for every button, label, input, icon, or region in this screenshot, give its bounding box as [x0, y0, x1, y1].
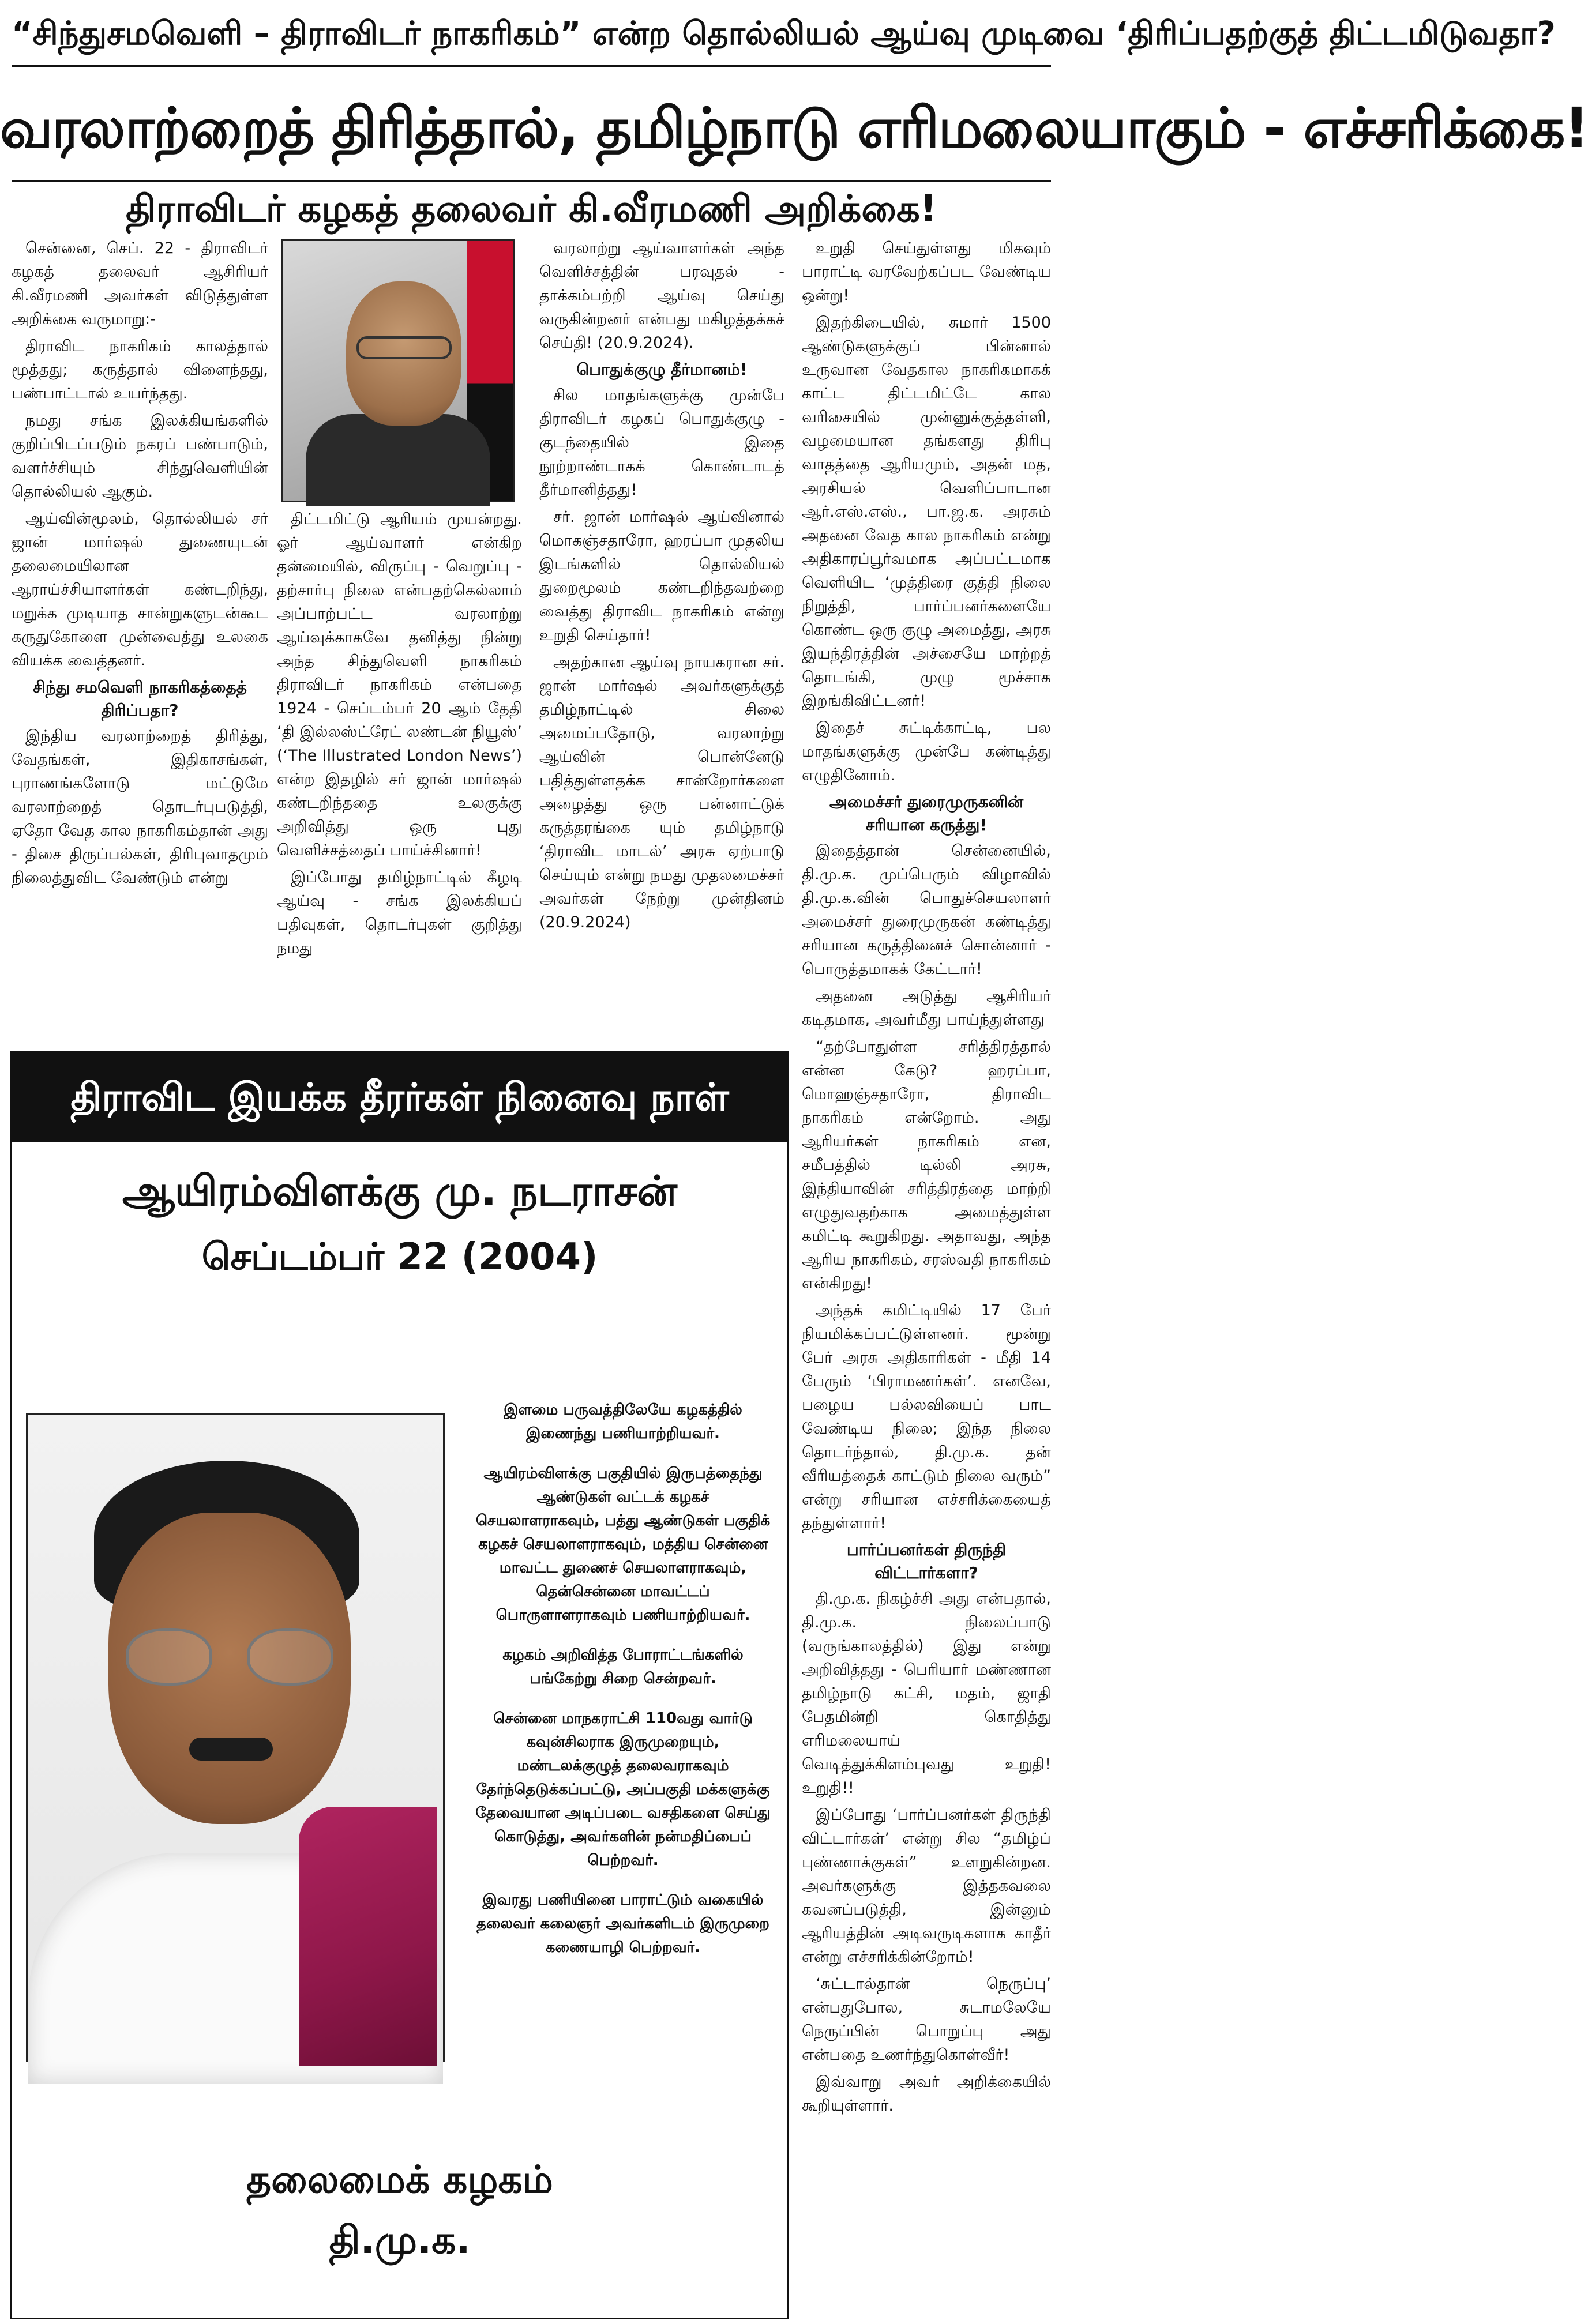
memorial-date: செப்டம்பர் 22 (2004) [201, 1236, 598, 1278]
memorial-banner: திராவிட இயக்க தீரர்கள் நினைவு நாள் [12, 1052, 787, 1142]
article-paragraph: வரலாற்று ஆய்வாளர்கள் அந்த வெளிச்சத்தின் பரவுதல் - தாக்கம்பற்றி ஆய்வு செய்து வருகின்றனர் என்பது மகிழத்தக்கச் செய்தி! (20.9.2024). [539, 239, 784, 352]
article-paragraph: இதைத்தான் சென்னையில், தி.மு.க. முப்பெரும் விழாவில் தி.மு.க.வின் பொதுச்செயலாளர் அமைச்சர் துரைமுருகன் கண்டித்து சரியான கருத்தினைச் சொன்னார் - பொருத்தமாகக் கேட்டார்! [802, 842, 1051, 978]
biography-paragraph: இவரது பணியினை பாராட்டும் வகையில் தலைவர் கலைஞர் அவர்களிடம் இருமுறை கணையாழி பெற்றவர். [476, 1891, 769, 1956]
article-paragraph: இப்போது ‘பார்ப்பனர்கள் திருந்தி விட்டார்கள்’ என்று சில “தமிழ்ப் புண்ணாக்குகள்” உளறுகின்றன. அவர்களுக்கு இத்தகவலை கவனப்படுத்தி, இன்னும் ஆரியத்தின் அடிவருடிகளாக காதீர் என்று எச்சரிக்கின்றோம்! [802, 1806, 1051, 1966]
memorial-portrait [26, 1413, 445, 2062]
article-paragraph: சில மாதங்களுக்கு முன்பே திராவிடர் கழகப் பொதுக்குழு - குடந்தையில் இதை நூற்றாண்டாகக் கொண்டாடத் தீர்மானித்தது! [539, 386, 784, 499]
article-paragraph: திராவிட நாகரிகம் காலத்தால் மூத்தது; கருத்தால் விளைந்தது, பண்பாட்டால் உயர்ந்தது. [12, 337, 268, 403]
article-column-3 [539, 236, 784, 1047]
memorial-person-name: ஆயிரம்விளக்கு மு. நடராசன் [122, 1167, 677, 1215]
article-paragraph: அதற்கான ஆய்வு நாயகரான சர். ஜான் மார்ஷல் அவர்களுக்குத் தமிழ்நாட்டில் சிலை அமைப்பதோடு, வரலாற்று ஆய்வின் பொன்னேடு பதித்துள்ளதக்க சான்றோர்களை அழைத்து ஒரு பன்னாட்டுக் கருத்தரங்கை யும் தமிழ்நாடு ‘திராவிட மாடல்’ அரசு ஏற்பாடு செய்யும் என்று நமது முதலமைச்சர் அவர்கள் நேற்று முன்தினம் (20.9.2024) [539, 653, 784, 931]
section-heading: சிந்து சமவெளி நாகரிகத்தைத் திரிப்பதா? [32, 678, 247, 720]
article-column-2 [277, 507, 522, 1047]
article-column-4 [802, 236, 1051, 2318]
article-column-1 [12, 236, 268, 1047]
article-paragraph: சர். ஜான் மார்ஷல் ஆய்வினால் மொகஞ்சதாரோ, ஹரப்பா முதலிய இடங்களில் தொல்லியல் துறைமூலம் கண்டறிந்தவற்றை வைத்து திராவிட நாகரிகம் என்று உறுதி செய்தார்! [539, 508, 784, 644]
article-paragraph: “தற்போதுள்ள சரித்திரத்தால் என்ன கேடு? ஹரப்பா, மொஹஞ்சதாரோ, திராவிட நாகரிகம் என்றோம். அது ஆரியர்கள் நாகரிகம் என, சமீபத்தில் டில்லி அரசு, இந்தியாவின் சரித்திரத்தை மாற்றி எழுதுவதற்காக அமைத்துள்ள கமிட்டி கூறுகிறது. அதாவது, அந்த ஆரிய நாகரிகம், சரஸ்வதி நாகரிகம் என்கிறது! [802, 1038, 1051, 1292]
article-paragraph: ‘சுட்டால்தான் நெருப்பு’ என்பதுபோல, சுடாமலேயே நெருப்பின் பொறுப்பு அது என்பதை உணர்ந்துகொள்வீர்! [802, 1975, 1051, 2064]
main-headline: வரலாற்றைத் திரித்தால், தமிழ்நாடு எரிமலையாகும் - எச்சரிக்கை! [0, 96, 1588, 160]
article-paragraph: இப்போது தமிழ்நாட்டில் கீழடி ஆய்வு - சங்க இலக்கியப் பதிவுகள், தொடர்புகள் குறித்து நமது [277, 868, 522, 957]
section-heading: பார்ப்பனர்கள் திருந்தி விட்டார்களா? [846, 1540, 1007, 1582]
spectacles-graphic [356, 336, 452, 359]
biography-paragraph: இளமை பருவத்திலேயே கழகத்தில் இணைந்து பணியாற்றியவர். [504, 1401, 742, 1442]
signature-organisation: தலைமைக் கழகம் [246, 2157, 553, 2202]
article-paragraph: இதற்கிடையில், சுமார் 1500 ஆண்டுகளுக்குப் பின்னால் உருவான வேதகால நாகரிகமாகக் காட்ட திட்டமிட்டே கால வரிசையில் முன்னுக்குத்தள்ளி, வழமையான தங்களது திரிபு வாதத்தை ஆரியமும், அதன் மத, அரசியல் வெளிப்பாடான ஆர்.எஸ்.எஸ்., பா.ஜ.க. அரசும் அதனை வேத கால நாகரிகம் என்று அதிகாரப்பூர்வமாக அப்பட்டமாக வெளியிட ‘முத்திரை குத்தி நிலை நிறுத்தி, பார்ப்பனர்களையே கொண்ட ஒரு குழு அமைத்து, அரசு இயந்திரத்தின் அச்சையே மாற்றத் தொடங்கி, முழு மூச்சாக இறங்கிவிட்டனர்! [802, 314, 1051, 710]
biography-paragraph: கழகம் அறிவித்த போராட்டங்களில் பங்கேற்று சிறை சென்றவர். [502, 1646, 744, 1687]
memorial-biography [473, 1398, 773, 2079]
subheadline: திராவிடர் கழகத் தலைவர் கி.வீரமணி அறிக்கை! [126, 188, 937, 231]
article-paragraph: உறுதி செய்துள்ளது மிகவும் பாராட்டி வரவேற்கப்பட வேண்டிய ஒன்று! [802, 239, 1051, 304]
kicker-line: “சிந்துசமவெளி – திராவிடர் நாகரிகம்” என்ற தொல்லியல் ஆய்வு முடிவை ‘திரிப்பதற்குத் திட்டமிடுவதா? [12, 15, 1556, 52]
headline-rule [12, 180, 1051, 182]
author-photo [281, 239, 515, 502]
article-paragraph: நமது சங்க இலக்கியங்களில் குறிப்பிடப்படும் நகரப் பண்பாடும், வளர்ச்சியும் சிந்துவெளியின் தொல்லியல் ஆகும். [12, 412, 268, 501]
article-paragraph: அந்தக் கமிட்டியில் 17 பேர் நியமிக்கப்பட்டுள்ளனர். மூன்று பேர் அரசு அதிகாரிகள் - மீதி 14 பேரும் ‘பிராமணர்கள்’. எனவே, பழைய பல்லவியைப் பாட வேண்டிய நிலை; இந்த நிலை தொடர்ந்தால், தி.மு.க. தன் வீரியத்தைக் காட்டும் நிலை வரும்” என்று சரியான எச்சரிக்கையைத் தந்துள்ளார்! [802, 1302, 1051, 1532]
article-paragraph: சென்னை, செப். 22 - திராவிடர் கழகத் தலைவர் ஆசிரியர் கி.வீரமணி அவர்கள் விடுத்துள்ள அறிக்கை வருமாறு:- [12, 239, 268, 328]
article-paragraph: திட்டமிட்டு ஆரியம் முயன்றது. ஓர் ஆய்வாளர் என்கிற தன்மையில், விருப்பு - வெறுப்பு - தற்சார்பு நிலை என்பதற்கெல்லாம் அப்பாற்பட்ட வரலாற்று ஆய்வுக்காகவே தனித்து நின்று அந்த சிந்துவெளி நாகரிகம் திராவிடர் நாகரிகம் என்பதை 1924 - செப்டம்பர் 20 ஆம் தேதி ‘தி இல்லஸ்ட்ரேட் லண்டன் நியூஸ்’ (‘The Illustrated London News’) என்ற இதழில் சர் ஜான் மார்ஷல் கண்டறிந்ததை உலகுக்கு அறிவித்து ஒரு புது வெளிச்சத்தைப் பாய்ச்சினார்! [277, 510, 522, 859]
biography-paragraph: ஆயிரம்விளக்கு பகுதியில் இருபத்தைந்து ஆண்டுகள் வட்டக் கழகச் செயலாளராகவும், பத்து ஆண்டுகள் பகுதிக் கழகச் செயலாளராகவும், மத்திய சென்னை மாவட்ட துணைச் செயலாளராகவும், தென்சென்னை மாவட்டப் பொருளாளராகவும் பணியாற்றியவர். [475, 1465, 771, 1624]
top-rule [12, 65, 1051, 67]
article-paragraph: ஆய்வின்மூலம், தொல்லியல் சர் ஜான் மார்ஷல் துணையுடன் தலைமையிலான ஆராய்ச்சியாளர்கள் கண்டறிந்து, மறுக்க முடியாத சான்றுகளுடன்கூட கருதுகோளை முன்வைத்து உலகை வியக்க வைத்தனர். [12, 510, 268, 670]
shoulder-towel [299, 1807, 437, 2066]
signature-party: தி.மு.க. [329, 2218, 471, 2262]
section-heading: பொதுக்குழு தீர்மானம்! [576, 360, 748, 379]
article-paragraph: இதைச் சுட்டிக்காட்டி, பல மாதங்களுக்கு முன்பே கண்டித்து எழுதினோம். [802, 719, 1051, 784]
biography-paragraph: சென்னை மாநகராட்சி 110வது வார்டு கவுன்சிலராக இருமுறையும், மண்டலக்குழுத் தலைவராகவும் தேர்ந்தெடுக்கப்பட்டு, அப்பகுதி மக்களுக்கு தேவையான அடிப்படை வசதிகளை செய்து கொடுத்து, அவர்களின் நன்மதிப்பைப் பெற்றவர். [475, 1710, 771, 1869]
article-paragraph: இந்திய வரலாற்றைத் திரித்து, வேதங்கள், இதிகாசங்கள், புராணங்களோடு மட்டுமே வரலாற்றைத் தொடர்புபடுத்தி, ஏதோ வேத கால நாகரிகம்தான் அது - திசை திருப்பல்கள், திரிபுவாதமும் நிலைத்துவிட வேண்டும் என்று [12, 727, 268, 887]
article-paragraph: அதனை அடுத்து ஆசிரியர் கடிதமாக, அவர்மீது பாய்ந்துள்ளது [802, 987, 1051, 1029]
section-heading: அமைச்சர் துரைமுருகனின் சரியான கருத்து! [829, 792, 1024, 834]
spectacles-graphic [126, 1628, 339, 1689]
article-paragraph: தி.மு.க. நிகழ்ச்சி அது என்பதால், தி.மு.க. நிலைப்பாடு (வருங்காலத்தில்) இது என்று அறிவித்தது - பெரியார் மண்ணான தமிழ்நாடு கட்சி, மதம், ஜாதி பேதமின்றி கொதித்து எரிமலையாய் வெடித்துக்கிளம்புவது உறுதி! உறுதி!! [802, 1590, 1051, 1797]
article-paragraph: இவ்வாறு அவர் அறிக்கையில் கூறியுள்ளார். [802, 2073, 1051, 2115]
